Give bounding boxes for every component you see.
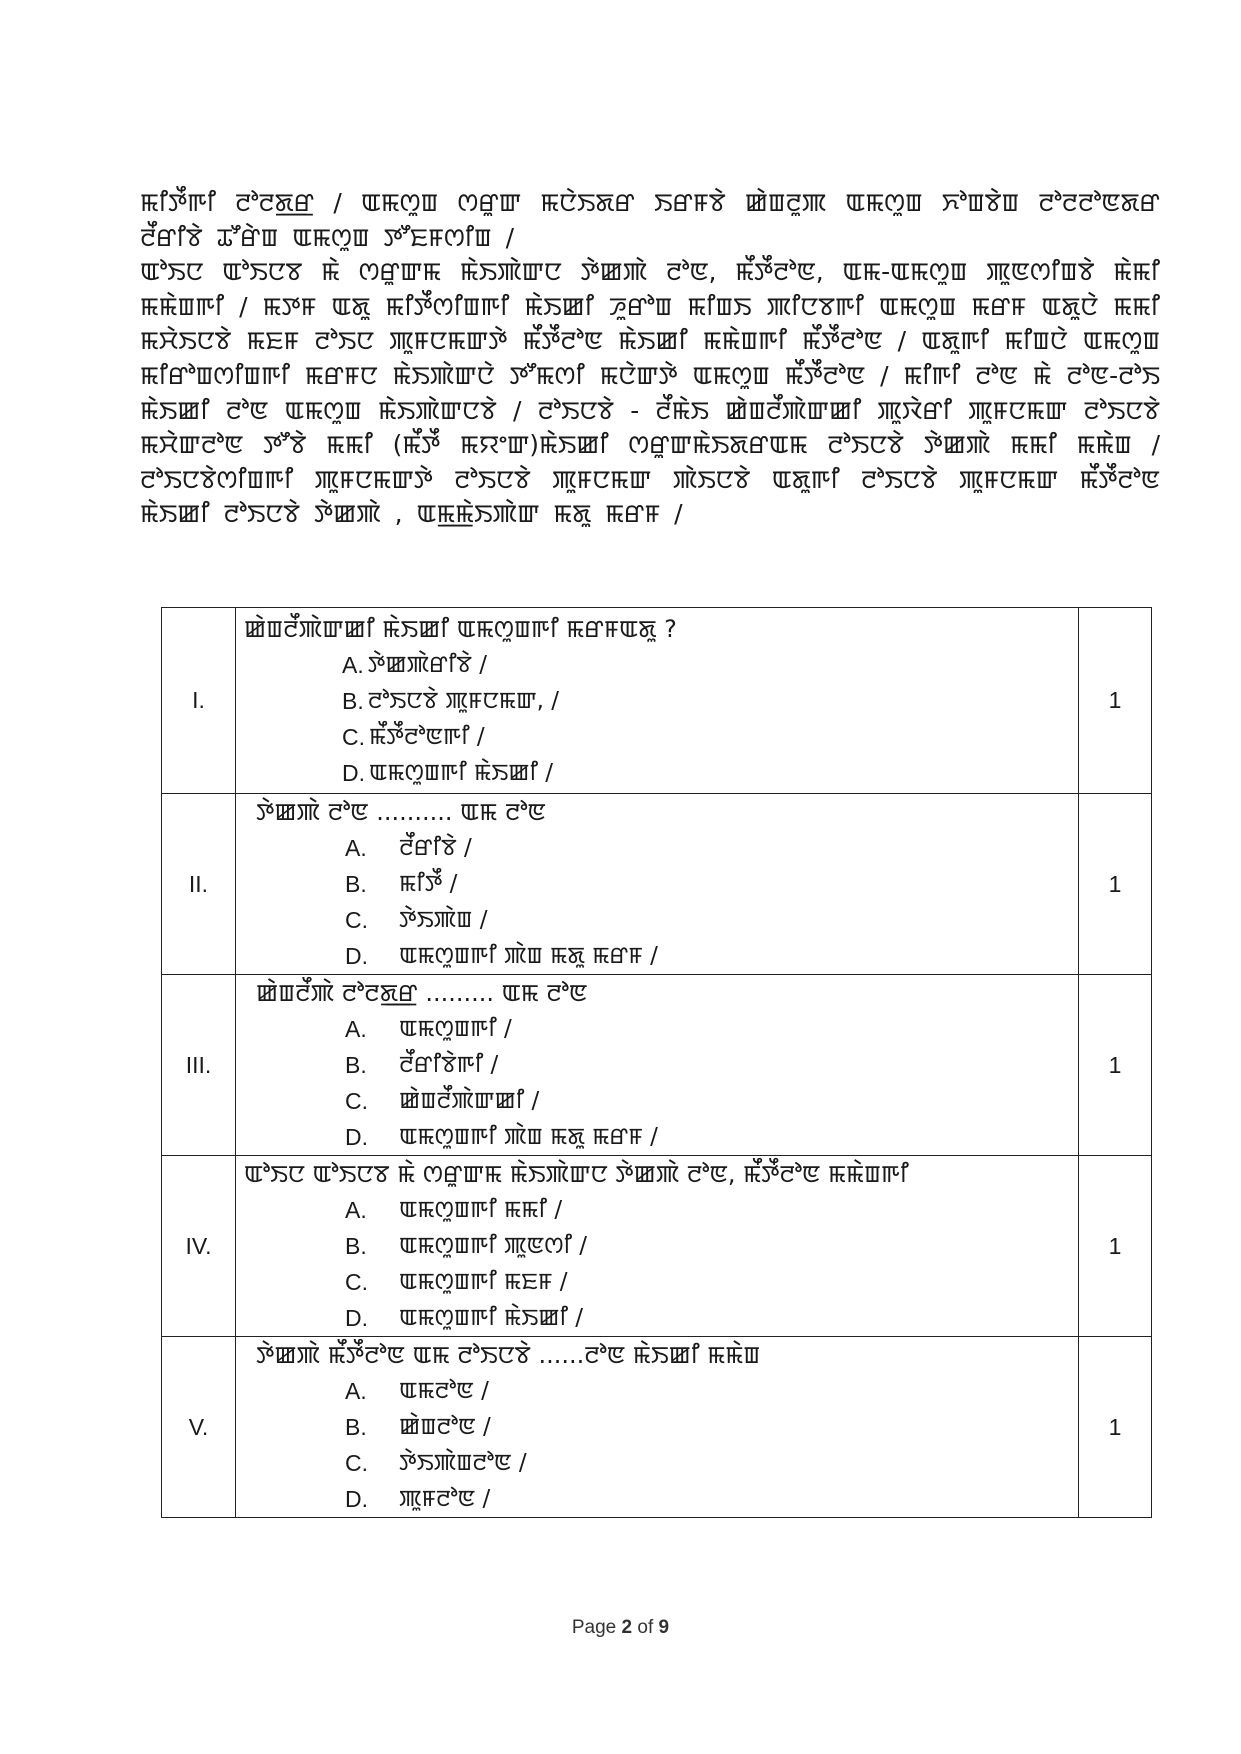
option-label: C. [345, 907, 368, 933]
current-page-number: 2 [621, 1617, 633, 1638]
options-list [244, 647, 1072, 791]
total-pages-number: 9 [658, 1617, 670, 1638]
options-list [244, 830, 1072, 974]
option-a [244, 1373, 1072, 1409]
option-b [244, 1409, 1072, 1445]
option-c [244, 902, 1072, 938]
option-label: D. [345, 943, 368, 969]
option-label: C. [345, 1269, 368, 1295]
option-d [244, 938, 1072, 974]
option-d [244, 1481, 1072, 1517]
option-text: ꯀꯥꯡꯂꯣꯟ / [399, 1414, 491, 1440]
question-number: III. [162, 975, 236, 1156]
question-text: ꯀꯥꯡꯂꯩꯄꯥꯛꯀꯤ ꯃꯥꯏꯀꯤ ꯑꯃꯁꯨꯡꯒꯤ ꯃꯔꯝꯑꯗꯨ ? [244, 614, 677, 643]
question-number: II. [162, 794, 236, 975]
option-label: A. [345, 1197, 367, 1223]
option-text: ꯂꯣꯏꯅꯕꯥ ꯄꯨꯝꯅꯃꯛ, / [367, 687, 560, 714]
option-text: ꯑꯃꯁꯨꯡꯒꯤ ꯃꯐꯝ / [399, 1269, 568, 1295]
options-list [244, 1011, 1072, 1155]
option-text: ꯇꯥꯀꯄꯥꯔꯤꯕꯥ / [367, 651, 488, 678]
option-label: B. [345, 1414, 367, 1440]
option-c [244, 1083, 1072, 1119]
question-number: IV. [162, 1156, 236, 1337]
option-c [244, 1445, 1072, 1481]
page-footer [0, 1617, 1241, 1639]
option-a [244, 1192, 1072, 1228]
of-label: of [637, 1617, 654, 1638]
option-c [244, 1264, 1072, 1300]
option-text: ꯑꯃꯁꯨꯡꯒꯤ ꯄꯥꯡ ꯃꯗꯨ ꯃꯔꯝ / [399, 1124, 658, 1150]
question-text: ꯇꯥꯀꯄꯥ ꯂꯣꯟ .......... ꯑꯃ ꯂꯣꯟ [256, 798, 546, 826]
option-label: C. [342, 723, 365, 750]
question-body [236, 794, 1079, 975]
option-label: A. [345, 1378, 367, 1404]
question-body [236, 975, 1079, 1156]
option-label: B. [345, 1233, 367, 1259]
option-label: A. [345, 1016, 367, 1042]
option-text: ꯇꯥꯏꯄꯥꯡꯂꯣꯟ / [399, 1450, 527, 1476]
option-text: ꯃꯩꯇꯩꯂꯣꯟꯒꯤ / [369, 723, 485, 750]
question-text: ꯑꯣꯏꯅ ꯑꯣꯏꯅꯕ ꯃꯥ ꯁꯔꯨꯛꯃ ꯃꯥꯏꯄꯥꯛꯅ ꯇꯥꯀꯄꯥ ꯂꯣꯟ, ꯃꯩꯇꯩꯂꯣꯟ ꯃꯃꯥꯡꯒꯤ [244, 1160, 909, 1188]
question-row [162, 975, 1152, 1156]
option-label: C. [345, 1450, 368, 1476]
question-marks: 1 [1079, 1156, 1152, 1337]
question-body [236, 1337, 1079, 1518]
question-text: ꯇꯥꯀꯄꯥ ꯃꯩꯇꯩꯂꯣꯟ ꯑꯃ ꯂꯣꯏꯅꯕꯥ ......ꯂꯣꯟ ꯃꯥꯏꯀꯤ ꯃꯃꯥꯡ [256, 1341, 761, 1369]
option-text: ꯑꯃꯁꯨꯡꯒꯤ ꯃꯥꯏꯀꯤ / [369, 759, 554, 786]
option-text: ꯄꯨꯝꯂꯣꯟ / [399, 1486, 491, 1512]
options-list [244, 1192, 1072, 1336]
question-row [162, 608, 1152, 794]
page-label: Page [571, 1617, 617, 1638]
questions-table [161, 607, 1152, 1518]
option-b [244, 866, 1072, 902]
option-text: ꯑꯃꯁꯨꯡꯒꯤ ꯃꯃꯤ / [399, 1197, 563, 1223]
question-row [162, 1337, 1152, 1518]
question-body [236, 608, 1079, 794]
reading-passage [140, 186, 1160, 532]
question-row [162, 794, 1152, 975]
option-b [244, 1047, 1072, 1083]
question-marks: 1 [1079, 975, 1152, 1156]
passage-paragraph-1: ꯃꯤꯇꯩꯒꯤ ꯂꯣꯂꯗ꯭ꯔ / ꯑꯃꯁꯨꯡ ꯁꯔꯨꯛ ꯃꯅꯥꯏꯗꯔ ꯏꯔꯝꯕꯥ ꯀꯥꯡꯂꯨꯄ ꯑꯃꯁꯨꯡ ꯈꯣꯡꯕꯥꯡ ꯂꯣꯂꯂꯣꯟꯗꯔ ꯂꯩꯔꯤꯕꯥ ꯊꯧꯔꯥꯡ ꯑꯃꯁꯨꯡ ꯇꯧꯐꯝꯁꯤꯡ / [140, 188, 1160, 252]
question-marks: 1 [1079, 1337, 1152, 1518]
option-text: ꯃꯤꯇꯩ / [399, 871, 458, 897]
options-list [244, 1373, 1072, 1517]
option-a [244, 647, 1072, 683]
option-label: D. [342, 759, 365, 786]
option-text: ꯑꯃꯁꯨꯡꯒꯤ ꯄꯨꯟꯁꯤ / [399, 1233, 588, 1259]
option-a [244, 1011, 1072, 1047]
question-number: V. [162, 1337, 236, 1518]
option-label: C. [345, 1088, 368, 1114]
question-marks: 1 [1079, 794, 1152, 975]
question-text: ꯀꯥꯡꯂꯩꯄꯥ ꯂꯣꯂꯗ꯭ꯔ ......... ꯑꯃ ꯂꯣꯟ [256, 979, 588, 1007]
option-text: ꯑꯃꯁꯨꯡꯒꯤ ꯄꯥꯡ ꯃꯗꯨ ꯃꯔꯝ / [399, 943, 658, 969]
option-text: ꯂꯩꯔꯤꯕꯥꯒꯤ / [399, 1052, 499, 1078]
question-row [162, 1156, 1152, 1337]
option-text: ꯑꯃꯂꯣꯟ / [399, 1378, 489, 1404]
passage-paragraph-2: ꯑꯣꯏꯅ ꯑꯣꯏꯅꯕ ꯃꯥ ꯁꯔꯨꯛꯃ ꯃꯥꯏꯄꯥꯛꯅ ꯇꯥꯀꯄꯥ ꯂꯣꯟ, ꯃꯩꯇꯩꯂꯣꯟ, ꯑꯃ-ꯑꯃꯁꯨꯡ ꯄꯨꯟꯁꯤꯡꯕꯥ ꯃꯥꯃꯤ ꯃꯃꯥꯡꯒꯤ / ꯃꯇꯝ ꯑꯗꯨ ꯃꯤꯇꯩꯁꯤꯡꯒꯤ ꯃꯥꯏꯀꯤ ꯍꯨꯔꯣꯡ ꯃꯤꯡꯏ ꯄꯤꯅꯕꯒꯤ ꯑꯃꯁꯨꯡ ꯃꯔꯝ ꯑꯗꯨꯅꯥ ꯃꯃꯤ ꯃꯆꯥꯏꯅꯕꯥ ꯃꯐꯝ ꯂꯣꯏꯅ ꯄꯨꯝꯅꯃꯛꯇꯥ ꯃꯩꯇꯩꯂꯣꯟ ꯃꯥꯏꯀꯤ ꯃꯃꯥꯡꯒꯤ ꯃꯩꯇꯩꯂꯣꯟ / ꯑꯗꯨꯒꯤ ꯃꯤꯡꯅꯥ ꯑꯃꯁꯨꯡ ꯃꯤꯔꯣꯡꯁꯤꯡꯒꯤ ꯃꯔꯝꯅ ꯃꯥꯏꯄꯥꯛꯅꯥ ꯇꯧꯃꯁꯤ ꯃꯅꯥꯛꯇꯥ ꯑꯃꯁꯨꯡ ꯃꯩꯇꯩꯂꯣꯟ / ꯃꯤꯒꯤ ꯂꯣꯟ ꯃꯥ ꯂꯣꯟ-ꯂꯣꯏ ꯃꯥꯏꯀꯤ ꯂꯣꯟ ꯑꯃꯁꯨꯡ ꯃꯥꯏꯄꯥꯛꯅꯕꯥ / ꯂꯣꯏꯅꯕꯥ - ꯂꯩꯃꯥꯏ ꯀꯥꯡꯂꯩꯄꯥꯛꯀꯤ ꯄꯨꯋꯥꯔꯤ ꯄꯨꯝꯅꯃꯛ ꯂꯣꯏꯅꯕꯥ ꯃꯆꯥꯛꯂꯣꯟ ꯇꯧꯕꯥ ꯃꯃꯤ (ꯃꯩꯇꯩ ꯃꯌꯦꯛ)ꯃꯥꯏꯀꯤ ꯁꯔꯨꯛꯃꯥꯏꯗꯔꯑꯃ ꯂꯣꯏꯅꯕꯥ ꯇꯥꯀꯄꯥ ꯃꯃꯤ ꯃꯃꯥꯡ / ꯂꯣꯏꯅꯕꯥꯁꯤꯡꯒꯤ ꯄꯨꯝꯅꯃꯛꯇꯥ ꯂꯣꯏꯅꯕꯥ ꯄꯨꯝꯅꯃꯛ ꯄꯥꯏꯅꯕꯥ ꯑꯗꯨꯒꯤ ꯂꯣꯏꯅꯕꯥ ꯄꯨꯝꯅꯃꯛ ꯃꯩꯇꯩꯂꯣꯟ ꯃꯥꯏꯀꯤ ꯂꯣꯏꯅꯕꯥ ꯇꯥꯀꯄꯥ , ꯑꯃ꯭ꯃꯥꯏꯄꯥꯛ ꯃꯗꯨ ꯃꯔꯝ / [140, 257, 1160, 529]
option-label: A. [345, 835, 367, 861]
option-label: D. [345, 1305, 368, 1331]
option-label: B. [342, 687, 364, 714]
option-text: ꯑꯃꯁꯨꯡꯒꯤ / [399, 1016, 512, 1042]
option-label: D. [345, 1124, 368, 1150]
option-text: ꯑꯃꯁꯨꯡꯒꯤ ꯃꯥꯏꯀꯤ / [399, 1305, 584, 1331]
question-body [236, 1156, 1079, 1337]
option-label: A. [342, 651, 364, 678]
option-a [244, 830, 1072, 866]
option-d [244, 1119, 1072, 1155]
option-text: ꯂꯩꯔꯤꯕꯥ / [399, 835, 472, 861]
option-text: ꯀꯥꯡꯂꯩꯄꯥꯛꯀꯤ / [399, 1088, 540, 1114]
option-label: D. [345, 1486, 368, 1512]
question-marks: 1 [1079, 608, 1152, 794]
option-b [244, 683, 1072, 719]
option-d [244, 755, 1072, 791]
option-b [244, 1228, 1072, 1264]
option-label: B. [345, 871, 367, 897]
option-text: ꯇꯥꯏꯄꯥꯡ / [399, 907, 488, 933]
option-d [244, 1300, 1072, 1336]
question-number: I. [162, 608, 236, 794]
option-label: B. [345, 1052, 367, 1078]
option-c [244, 719, 1072, 755]
